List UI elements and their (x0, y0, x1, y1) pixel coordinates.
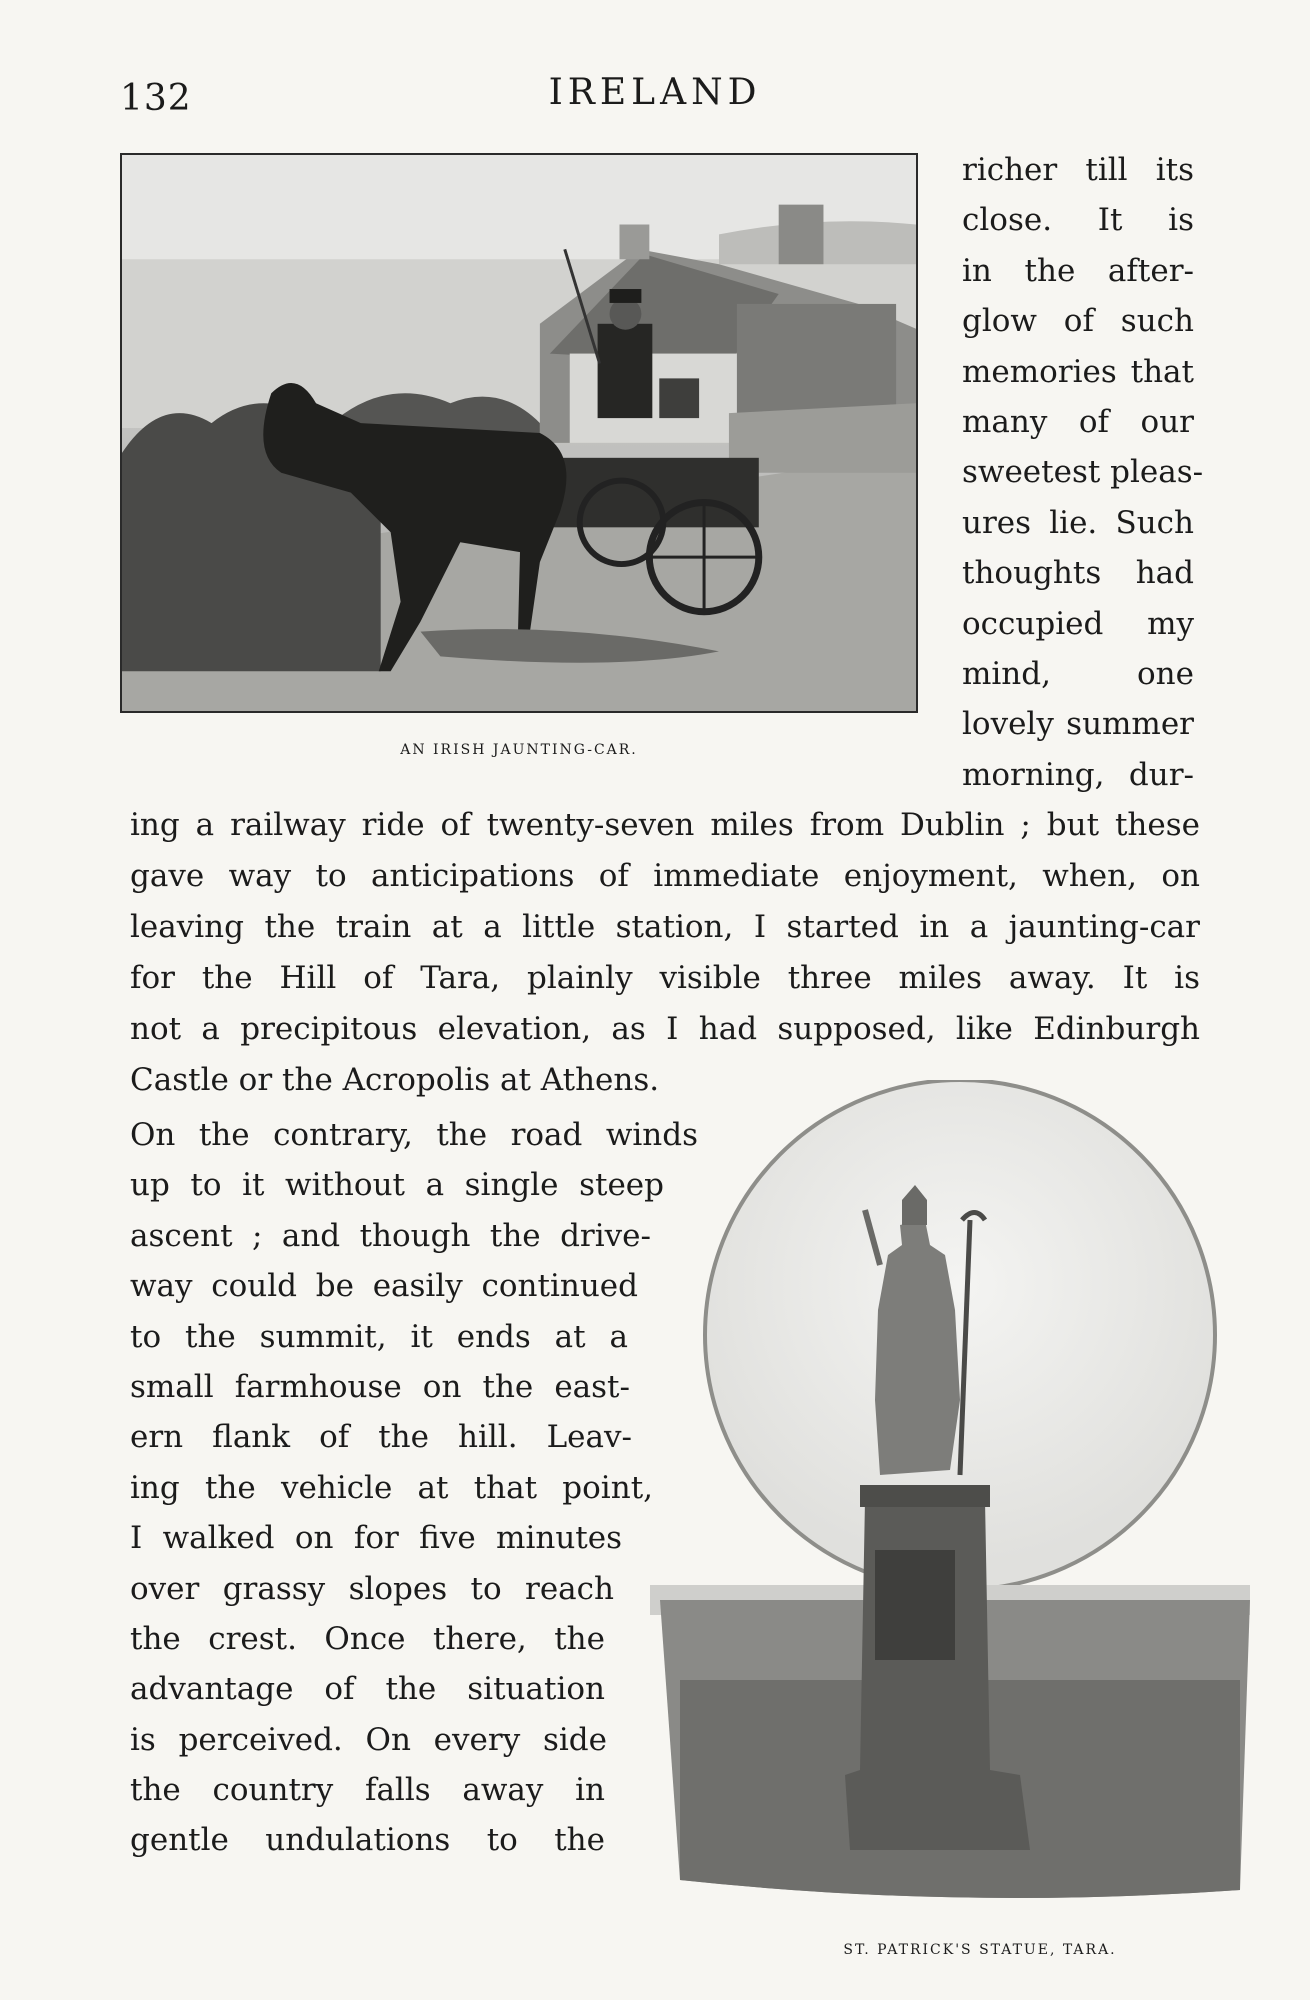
text-line: gentle undulations to the (130, 1822, 605, 1859)
text-line: advantage of the situation (130, 1671, 605, 1708)
text-line: the country falls away in (130, 1772, 605, 1809)
text-line: small farmhouse on the east- (130, 1368, 630, 1405)
text-line: is perceived. On every side (130, 1721, 607, 1758)
text-line: way could be easily continued (130, 1268, 638, 1305)
text-line: memories that (962, 353, 1194, 390)
text-line: gave way to anticipations of immediate enjoyment, when, on (130, 858, 1200, 894)
running-head: IRELAND (548, 72, 762, 113)
text-line: I walked on for five minutes (130, 1520, 622, 1557)
text-column-right (962, 145, 1204, 800)
text-line: On the contrary, the road winds (130, 1117, 698, 1153)
text-line: richer till its (962, 152, 1194, 188)
text-line: not a precipitous elevation, as I had supposed, like Edinburgh (130, 1011, 1200, 1047)
text-line: up to it without a single steep (130, 1167, 664, 1204)
text-line: in the after- (962, 252, 1194, 289)
text-line: ing a railway ride of twenty-seven miles from Dublin ; but these (130, 807, 1200, 843)
text-line: ures lie. Such (962, 504, 1194, 541)
figure-caption-jaunting-car: AN IRISH JAUNTING-CAR. (400, 742, 638, 758)
text-line: the crest. Once there, the (130, 1620, 605, 1657)
text-line: morning, dur- (962, 756, 1194, 793)
text-line: glow of such (962, 303, 1194, 340)
text-line: ing the vehicle at that point, (130, 1469, 653, 1506)
st-patrick-statue-photo (640, 1080, 1260, 1930)
text-line: ern flank of the hill. Leav- (130, 1419, 632, 1456)
text-line: sweetest pleas- (962, 454, 1204, 491)
text-line: to the summit, it ends at a (130, 1318, 628, 1355)
text-column-left (130, 1110, 710, 1866)
text-line: ascent ; and though the drive- (130, 1217, 651, 1254)
text-line: thoughts had (962, 555, 1194, 592)
text-line: mind, one (962, 655, 1194, 692)
text-line: lovely summer (962, 706, 1194, 743)
text-line: occupied my (962, 605, 1194, 642)
text-line: Castle or the Acropolis at Athens. (130, 1062, 660, 1098)
text-line: for the Hill of Tara, plainly visible three miles away. It is (130, 960, 1200, 996)
text-line: close. It is (962, 202, 1194, 239)
figure-caption-st-patrick-statue: ST. PATRICK'S STATUE, TARA. (843, 1942, 1117, 1958)
text-block-full-width (130, 800, 1200, 1106)
text-line: many of our (962, 403, 1194, 440)
page-number: 132 (120, 78, 192, 119)
text-line: over grassy slopes to reach (130, 1570, 614, 1607)
text-line: leaving the train at a little station, I started in a jaunting-car (130, 909, 1200, 945)
jaunting-car-photo (120, 153, 918, 713)
